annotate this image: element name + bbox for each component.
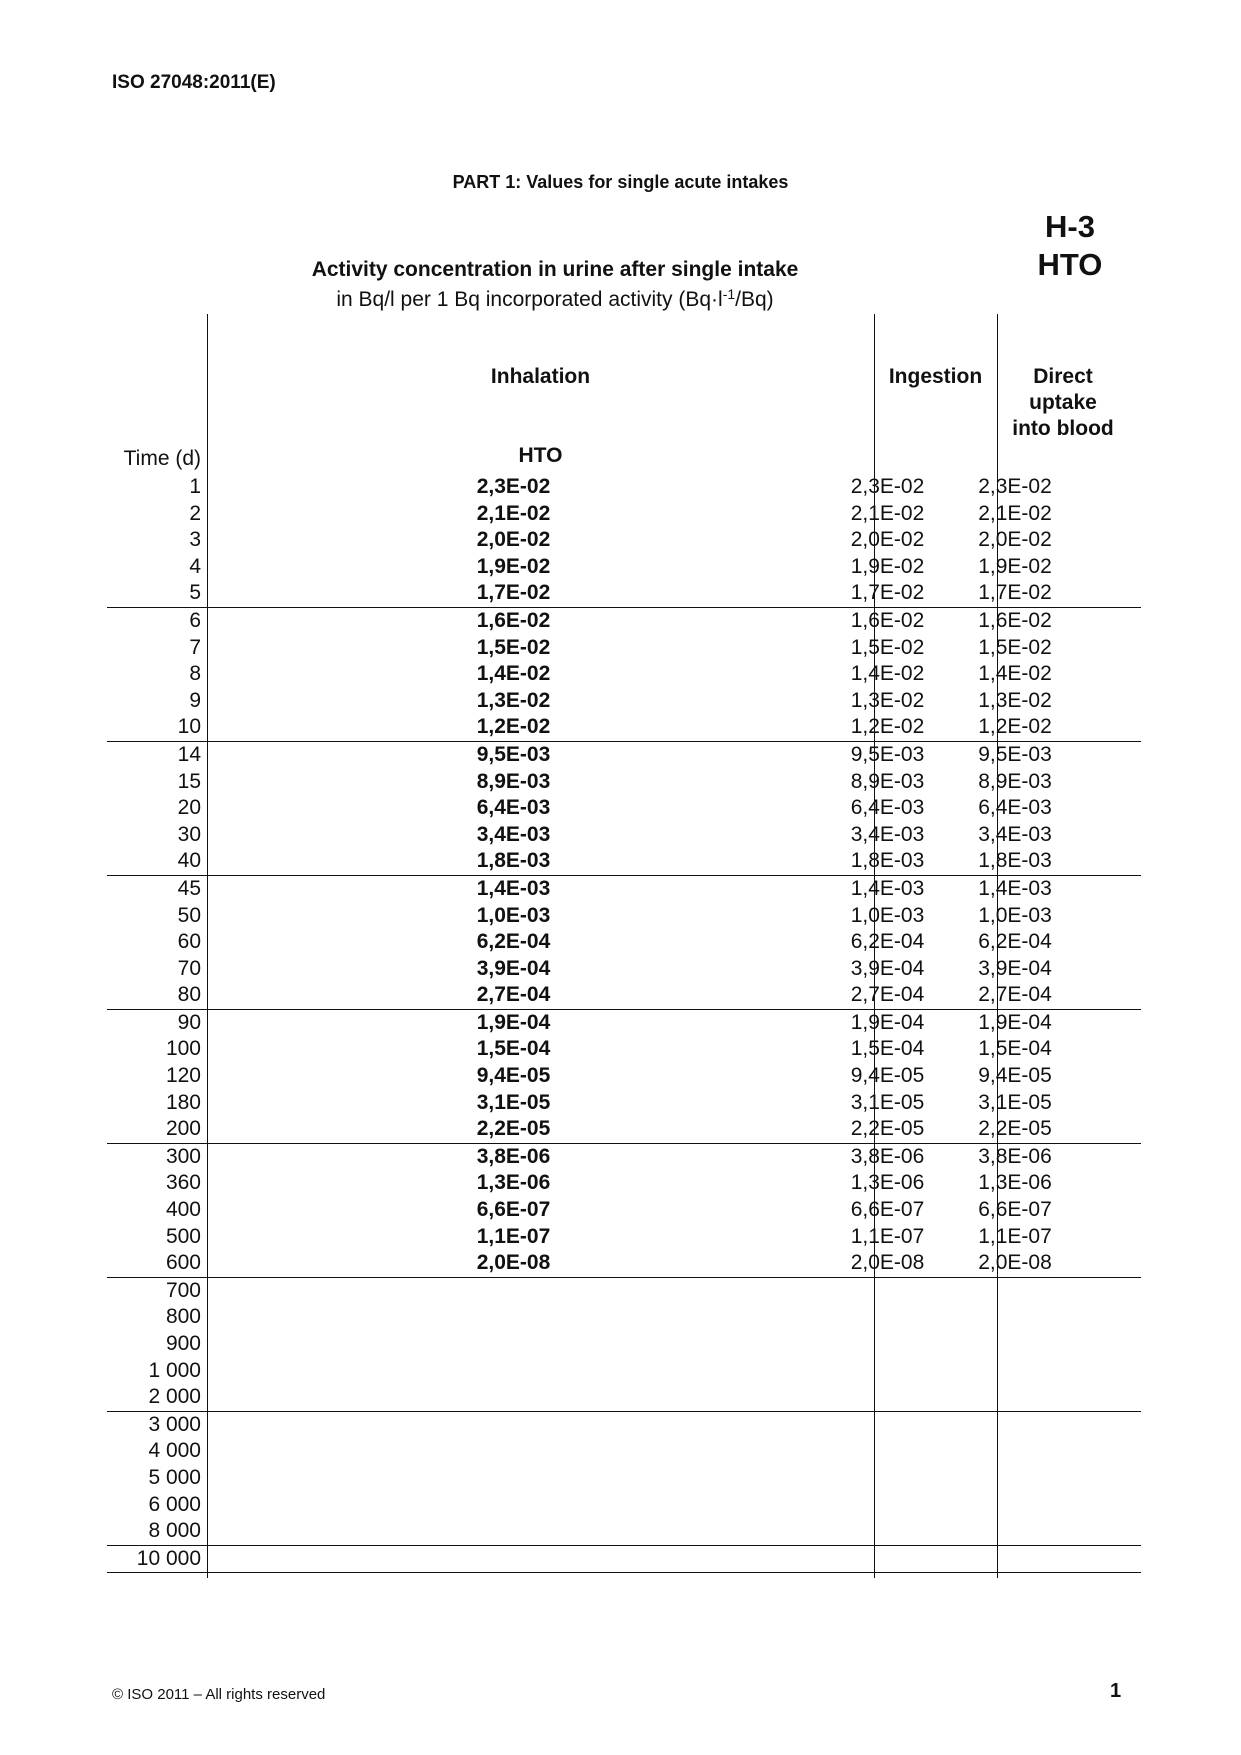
ingestion-cell bbox=[826, 1384, 949, 1411]
table-row bbox=[107, 1144, 1141, 1171]
ingestion-cell bbox=[826, 1492, 949, 1519]
table-row bbox=[107, 742, 1141, 769]
subtitle-prefix: in Bq/l per 1 Bq incorporated activity (Bq·l bbox=[336, 288, 723, 311]
time-cell: 8 000 bbox=[148, 1519, 201, 1543]
table-row bbox=[107, 982, 1141, 1009]
direct-uptake-cell bbox=[949, 1384, 1081, 1411]
inhalation-cell: 1,4E-02 bbox=[476, 662, 551, 686]
table-row bbox=[107, 1465, 1141, 1492]
table-row bbox=[107, 1331, 1141, 1358]
inhalation-cell bbox=[201, 1438, 826, 1465]
inhalation-cell: 2,0E-08 bbox=[476, 1251, 551, 1275]
table-row bbox=[107, 1116, 1141, 1143]
direct-uptake-cell: 1,2E-02 bbox=[978, 715, 1052, 739]
table-row bbox=[107, 822, 1141, 849]
direct-uptake-cell bbox=[949, 1304, 1081, 1331]
table-row bbox=[107, 1224, 1141, 1251]
row-group bbox=[107, 1546, 1141, 1574]
time-cell: 120 bbox=[165, 1064, 201, 1088]
time-cell: 700 bbox=[165, 1278, 201, 1302]
time-cell: 6 bbox=[189, 608, 201, 632]
table-row bbox=[107, 1250, 1141, 1277]
ingestion-cell bbox=[826, 1331, 949, 1358]
row-group bbox=[107, 1144, 1141, 1278]
inhalation-cell: 2,1E-02 bbox=[476, 501, 551, 525]
ingestion-cell: 3,4E-03 bbox=[850, 822, 925, 846]
inhalation-cell: 9,5E-03 bbox=[476, 742, 551, 766]
time-cell: 14 bbox=[177, 742, 201, 766]
header-direct-line1: Direct bbox=[1033, 365, 1093, 388]
direct-uptake-cell: 6,2E-04 bbox=[978, 930, 1052, 954]
inhalation-cell: 8,9E-03 bbox=[476, 769, 551, 793]
ingestion-cell bbox=[826, 1546, 949, 1573]
table-row bbox=[107, 1358, 1141, 1385]
ingestion-cell: 1,4E-03 bbox=[850, 876, 925, 900]
direct-uptake-cell: 2,3E-02 bbox=[978, 475, 1052, 498]
direct-uptake-cell: 1,3E-06 bbox=[978, 1171, 1052, 1195]
time-cell: 180 bbox=[165, 1090, 201, 1114]
time-cell: 10 000 bbox=[136, 1546, 201, 1570]
compound-name: HTO bbox=[1037, 247, 1103, 282]
table-row bbox=[107, 527, 1141, 554]
ingestion-cell: 1,8E-03 bbox=[850, 849, 925, 873]
time-cell: 600 bbox=[165, 1251, 201, 1275]
time-cell: 360 bbox=[165, 1171, 201, 1195]
table-row bbox=[107, 1546, 1141, 1573]
time-cell: 80 bbox=[177, 983, 201, 1007]
part-title: PART 1: Values for single acute intakes bbox=[452, 172, 789, 192]
time-cell: 50 bbox=[177, 903, 201, 927]
ingestion-cell: 1,0E-03 bbox=[850, 903, 925, 927]
row-group bbox=[107, 1278, 1141, 1412]
doc-id: ISO 27048:2011(E) bbox=[112, 72, 276, 93]
inhalation-cell: 2,7E-04 bbox=[476, 983, 551, 1007]
table-row bbox=[107, 1492, 1141, 1519]
inhalation-cell bbox=[201, 1331, 826, 1358]
direct-uptake-cell bbox=[949, 1358, 1081, 1385]
direct-uptake-cell bbox=[949, 1438, 1081, 1465]
direct-uptake-cell: 2,7E-04 bbox=[978, 983, 1052, 1007]
table-row bbox=[107, 956, 1141, 983]
table-title: Activity concentration in urine after single intake bbox=[311, 258, 799, 281]
ingestion-cell bbox=[826, 1304, 949, 1331]
time-cell: 90 bbox=[177, 1010, 201, 1034]
table-row bbox=[107, 635, 1141, 662]
table-row bbox=[107, 1304, 1141, 1331]
inhalation-cell: 1,9E-02 bbox=[476, 554, 551, 578]
data-table bbox=[107, 474, 1141, 1573]
nuclide-name: H-3 bbox=[1045, 209, 1095, 244]
ingestion-cell: 6,2E-04 bbox=[850, 930, 925, 954]
ingestion-cell: 3,8E-06 bbox=[850, 1144, 925, 1168]
direct-uptake-cell bbox=[949, 1278, 1081, 1305]
direct-uptake-cell bbox=[949, 1465, 1081, 1492]
time-cell: 500 bbox=[165, 1224, 201, 1248]
nuclide-label bbox=[1010, 208, 1130, 284]
direct-uptake-cell: 9,4E-05 bbox=[978, 1064, 1052, 1088]
direct-uptake-cell: 3,4E-03 bbox=[978, 822, 1052, 846]
ingestion-cell: 2,0E-08 bbox=[850, 1251, 925, 1275]
inhalation-cell bbox=[201, 1492, 826, 1519]
time-cell: 1 000 bbox=[148, 1358, 201, 1382]
footer-copyright: © ISO 2011 – All rights reserved bbox=[112, 1686, 326, 1703]
table-row bbox=[107, 474, 1141, 501]
inhalation-cell bbox=[201, 1278, 826, 1305]
time-cell: 3 000 bbox=[148, 1412, 201, 1436]
ingestion-cell: 8,9E-03 bbox=[850, 769, 925, 793]
ingestion-cell: 2,0E-02 bbox=[850, 528, 925, 552]
inhalation-cell: 6,6E-07 bbox=[476, 1198, 551, 1222]
ingestion-cell: 2,1E-02 bbox=[850, 501, 925, 525]
time-cell: 5 000 bbox=[148, 1465, 201, 1489]
ingestion-cell bbox=[826, 1412, 949, 1439]
table-row bbox=[107, 608, 1141, 635]
ingestion-cell: 1,5E-02 bbox=[850, 635, 925, 659]
inhalation-cell: 6,4E-03 bbox=[476, 796, 551, 820]
direct-uptake-cell bbox=[949, 1546, 1081, 1573]
table-row bbox=[107, 1384, 1141, 1411]
table-row bbox=[107, 1063, 1141, 1090]
subtitle-suffix: /Bq) bbox=[735, 288, 774, 311]
direct-uptake-cell bbox=[949, 1492, 1081, 1519]
ingestion-cell: 1,9E-04 bbox=[850, 1010, 925, 1034]
inhalation-cell bbox=[201, 1465, 826, 1492]
direct-uptake-cell: 1,0E-03 bbox=[978, 903, 1052, 927]
inhalation-cell: 3,1E-05 bbox=[476, 1090, 551, 1114]
time-cell: 8 bbox=[189, 662, 201, 686]
time-cell: 400 bbox=[165, 1198, 201, 1222]
time-cell: 20 bbox=[177, 796, 201, 820]
ingestion-cell: 2,3E-02 bbox=[850, 475, 925, 498]
table-subtitle bbox=[210, 288, 900, 312]
inhalation-cell: 1,3E-06 bbox=[476, 1171, 551, 1195]
time-cell: 5 bbox=[189, 581, 201, 605]
table-row bbox=[107, 795, 1141, 822]
time-cell: 4 000 bbox=[148, 1439, 201, 1463]
header-inhalation-type: HTO bbox=[518, 444, 563, 467]
time-cell: 300 bbox=[165, 1144, 201, 1168]
inhalation-cell: 1,1E-07 bbox=[476, 1224, 551, 1248]
ingestion-cell: 3,1E-05 bbox=[850, 1090, 925, 1114]
ingestion-cell: 1,4E-02 bbox=[850, 662, 925, 686]
direct-uptake-cell: 2,0E-08 bbox=[978, 1251, 1052, 1275]
direct-uptake-cell: 2,2E-05 bbox=[978, 1117, 1052, 1141]
direct-uptake-cell bbox=[949, 1518, 1081, 1545]
inhalation-cell: 3,4E-03 bbox=[476, 822, 551, 846]
direct-uptake-cell: 3,8E-06 bbox=[978, 1144, 1052, 1168]
ingestion-cell bbox=[826, 1358, 949, 1385]
inhalation-cell: 1,0E-03 bbox=[476, 903, 551, 927]
row-group bbox=[107, 876, 1141, 1010]
time-cell: 15 bbox=[177, 769, 201, 793]
time-cell: 30 bbox=[177, 822, 201, 846]
subtitle-exponent: -1 bbox=[722, 286, 736, 302]
inhalation-cell: 1,6E-02 bbox=[476, 608, 551, 632]
time-cell: 800 bbox=[165, 1305, 201, 1329]
time-cell: 40 bbox=[177, 849, 201, 873]
table-row bbox=[107, 1090, 1141, 1117]
inhalation-cell: 2,0E-02 bbox=[476, 528, 551, 552]
inhalation-cell: 1,3E-02 bbox=[476, 688, 551, 712]
direct-uptake-cell: 3,9E-04 bbox=[978, 956, 1052, 980]
direct-uptake-cell: 1,3E-02 bbox=[978, 688, 1052, 712]
row-group bbox=[107, 608, 1141, 742]
table-row bbox=[107, 714, 1141, 741]
ingestion-cell: 6,6E-07 bbox=[850, 1198, 925, 1222]
inhalation-cell: 2,3E-02 bbox=[476, 475, 551, 498]
time-cell: 6 000 bbox=[148, 1492, 201, 1516]
row-group bbox=[107, 1010, 1141, 1144]
direct-uptake-cell: 6,4E-03 bbox=[978, 796, 1052, 820]
direct-uptake-cell: 1,5E-02 bbox=[978, 635, 1052, 659]
direct-uptake-cell: 1,9E-02 bbox=[978, 554, 1052, 578]
table-row bbox=[107, 1036, 1141, 1063]
inhalation-cell: 1,5E-02 bbox=[476, 635, 551, 659]
table-row bbox=[107, 1197, 1141, 1224]
time-cell: 45 bbox=[177, 876, 201, 900]
time-cell: 2 bbox=[189, 501, 201, 525]
inhalation-cell: 9,4E-05 bbox=[476, 1064, 551, 1088]
table-row bbox=[107, 1518, 1141, 1545]
ingestion-cell: 2,2E-05 bbox=[850, 1117, 925, 1141]
time-cell: 7 bbox=[189, 635, 201, 659]
direct-uptake-cell: 1,6E-02 bbox=[978, 608, 1052, 632]
ingestion-cell bbox=[826, 1465, 949, 1492]
header-direct-line3: into blood bbox=[1012, 417, 1114, 440]
table-row bbox=[107, 876, 1141, 903]
ingestion-cell bbox=[826, 1518, 949, 1545]
inhalation-cell: 3,9E-04 bbox=[476, 956, 551, 980]
row-group bbox=[107, 474, 1141, 608]
table-row bbox=[107, 848, 1141, 875]
table-row bbox=[107, 688, 1141, 715]
inhalation-cell: 1,8E-03 bbox=[476, 849, 551, 873]
direct-uptake-cell: 1,5E-04 bbox=[978, 1037, 1052, 1061]
direct-uptake-cell bbox=[949, 1331, 1081, 1358]
ingestion-cell: 3,9E-04 bbox=[850, 956, 925, 980]
ingestion-cell: 1,1E-07 bbox=[850, 1224, 925, 1248]
time-cell: 1 bbox=[189, 475, 201, 498]
direct-uptake-cell: 2,0E-02 bbox=[978, 528, 1052, 552]
inhalation-cell: 3,8E-06 bbox=[476, 1144, 551, 1168]
ingestion-cell: 9,4E-05 bbox=[850, 1064, 925, 1088]
inhalation-cell bbox=[201, 1546, 826, 1573]
inhalation-cell: 2,2E-05 bbox=[476, 1117, 551, 1141]
ingestion-cell: 1,6E-02 bbox=[850, 608, 925, 632]
ingestion-cell: 9,5E-03 bbox=[850, 742, 925, 766]
ingestion-cell: 2,7E-04 bbox=[850, 983, 925, 1007]
inhalation-cell bbox=[201, 1384, 826, 1411]
table-row bbox=[107, 554, 1141, 581]
inhalation-cell: 1,4E-03 bbox=[476, 876, 551, 900]
row-group bbox=[107, 742, 1141, 876]
direct-uptake-cell: 1,9E-04 bbox=[978, 1010, 1052, 1034]
ingestion-cell: 6,4E-03 bbox=[850, 796, 925, 820]
time-cell: 9 bbox=[189, 688, 201, 712]
inhalation-cell bbox=[201, 1304, 826, 1331]
ingestion-cell: 1,9E-02 bbox=[850, 554, 925, 578]
table-row bbox=[107, 1438, 1141, 1465]
table-row bbox=[107, 501, 1141, 528]
table-row bbox=[107, 1010, 1141, 1037]
time-cell: 900 bbox=[165, 1332, 201, 1355]
direct-uptake-cell: 1,8E-03 bbox=[978, 849, 1052, 873]
page-number: 1 bbox=[1110, 1680, 1122, 1702]
inhalation-cell: 1,5E-04 bbox=[476, 1037, 551, 1061]
table-row bbox=[107, 1412, 1141, 1439]
ingestion-cell: 1,2E-02 bbox=[850, 715, 925, 739]
direct-uptake-cell: 9,5E-03 bbox=[978, 742, 1052, 766]
inhalation-cell bbox=[201, 1358, 826, 1385]
direct-uptake-cell: 8,9E-03 bbox=[978, 769, 1052, 793]
table-row bbox=[107, 769, 1141, 796]
ingestion-cell: 1,5E-04 bbox=[850, 1037, 925, 1061]
inhalation-cell: 1,7E-02 bbox=[476, 581, 551, 605]
ingestion-cell: 1,3E-02 bbox=[850, 688, 925, 712]
header-ingestion: Ingestion bbox=[888, 365, 983, 388]
row-group bbox=[107, 1412, 1141, 1546]
inhalation-cell: 1,9E-04 bbox=[476, 1010, 551, 1034]
direct-uptake-cell: 1,4E-02 bbox=[978, 662, 1052, 686]
direct-uptake-cell bbox=[949, 1412, 1081, 1439]
direct-uptake-cell: 1,1E-07 bbox=[978, 1224, 1052, 1248]
time-cell: 2 000 bbox=[148, 1385, 201, 1409]
ingestion-cell: 1,3E-06 bbox=[850, 1171, 925, 1195]
time-cell: 4 bbox=[189, 554, 201, 578]
time-cell: 200 bbox=[165, 1117, 201, 1141]
ingestion-cell bbox=[826, 1278, 949, 1305]
direct-uptake-cell: 6,6E-07 bbox=[978, 1198, 1052, 1222]
table-row bbox=[107, 661, 1141, 688]
table-row bbox=[107, 1278, 1141, 1305]
inhalation-cell: 1,2E-02 bbox=[476, 715, 551, 739]
header-time: Time (d) bbox=[123, 447, 201, 470]
table-row bbox=[107, 929, 1141, 956]
table-row bbox=[107, 903, 1141, 930]
table-row bbox=[107, 1170, 1141, 1197]
inhalation-cell bbox=[201, 1518, 826, 1545]
time-cell: 60 bbox=[177, 930, 201, 954]
time-cell: 3 bbox=[189, 528, 201, 552]
ingestion-cell: 1,7E-02 bbox=[850, 581, 925, 605]
direct-uptake-cell: 3,1E-05 bbox=[978, 1090, 1052, 1114]
table-row bbox=[107, 580, 1141, 607]
time-cell: 100 bbox=[165, 1037, 201, 1061]
time-cell: 70 bbox=[177, 956, 201, 980]
inhalation-cell bbox=[201, 1412, 826, 1439]
header-inhalation: Inhalation bbox=[490, 365, 591, 388]
ingestion-cell bbox=[826, 1438, 949, 1465]
direct-uptake-cell: 2,1E-02 bbox=[978, 501, 1052, 525]
header-direct-line2: uptake bbox=[1029, 391, 1097, 414]
time-cell: 10 bbox=[177, 715, 201, 739]
direct-uptake-cell: 1,4E-03 bbox=[978, 876, 1052, 900]
inhalation-cell: 6,2E-04 bbox=[476, 930, 551, 954]
header-direct-uptake bbox=[997, 364, 1129, 442]
direct-uptake-cell: 1,7E-02 bbox=[978, 581, 1052, 605]
